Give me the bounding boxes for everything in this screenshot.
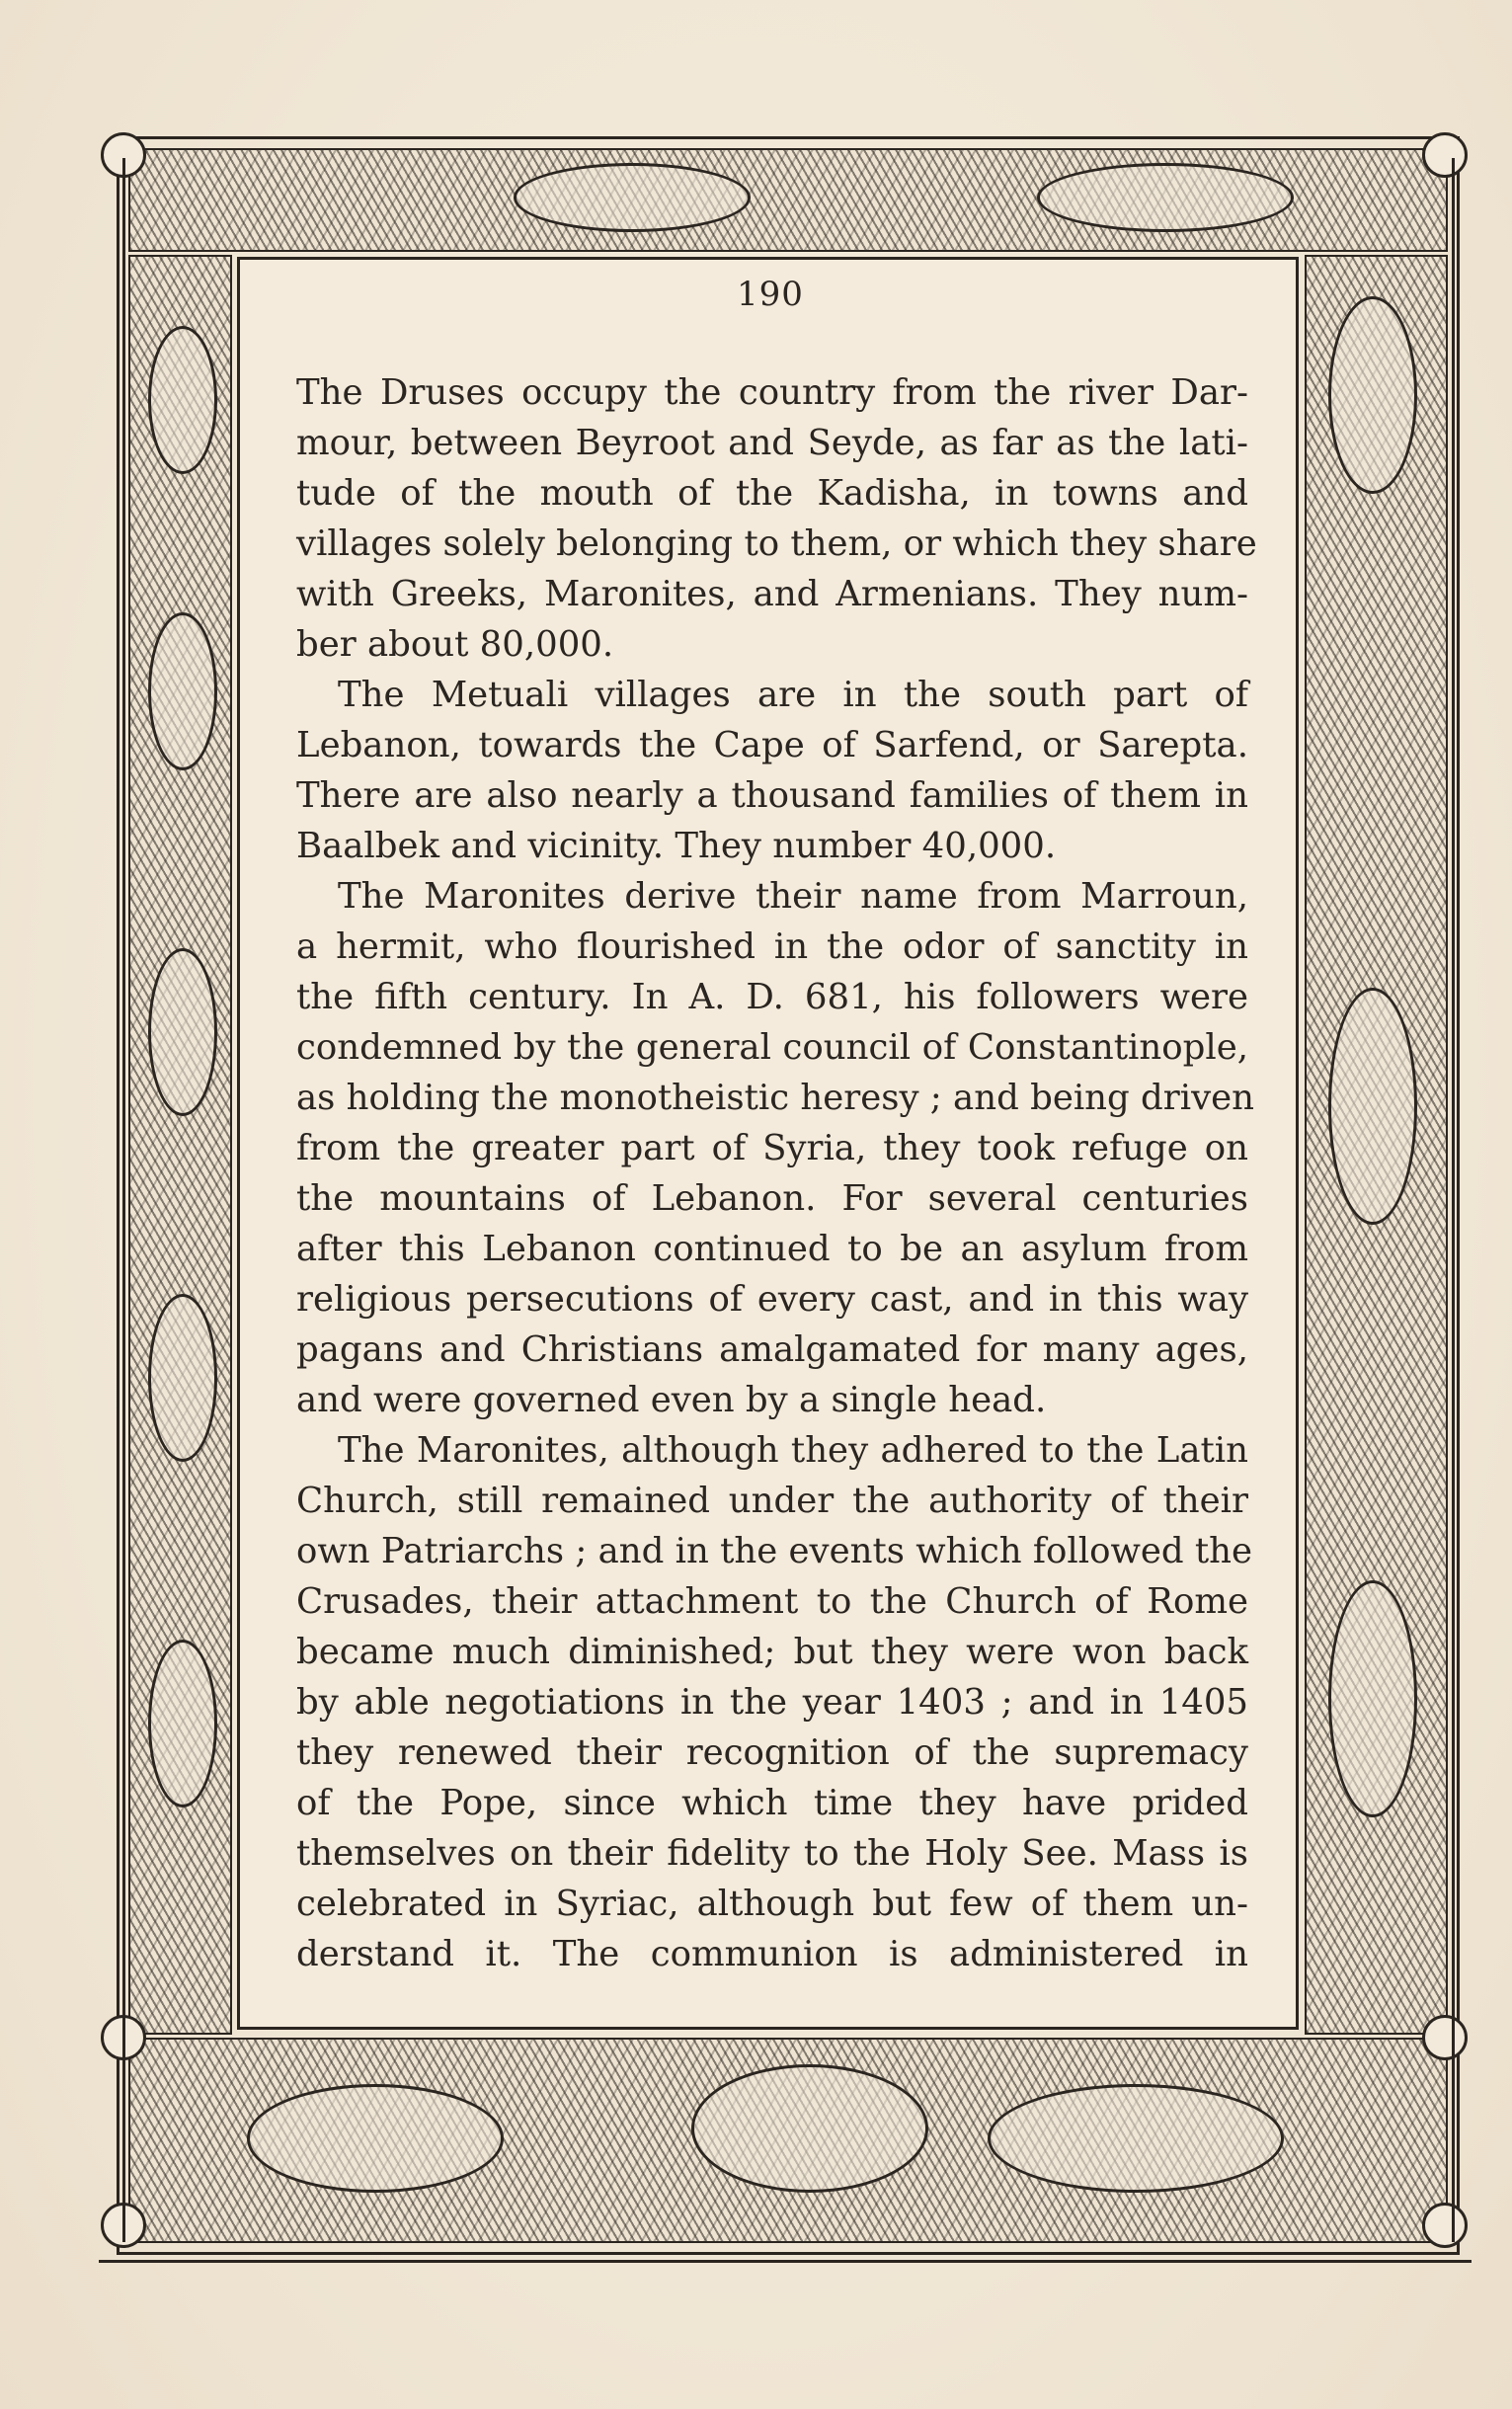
corner-knot-icon: [1422, 132, 1468, 178]
text-line: villages solely belonging to them, or which they share: [296, 523, 1257, 564]
text-line: mour, between Beyroot and Seyde, as far as the lati-: [296, 423, 1248, 463]
text-line: Lebanon, towards the Cape of Sarfend, or Sarepta.: [296, 725, 1248, 765]
text-line: from the greater part of Syria, they took refuge on: [296, 1128, 1248, 1168]
border-rule: [1452, 158, 1455, 2242]
text-line: by able negotiations in the year 1403 ; and in 1405: [296, 1682, 1248, 1723]
border-rule: [122, 158, 125, 2242]
text-line: The Metuali villages are in the south part of: [338, 675, 1248, 715]
text-line: Crusades, their attachment to the Church of Rome: [296, 1581, 1248, 1622]
text-line: The Maronites, although they adhered to the Latin: [338, 1430, 1248, 1471]
text-line: pagans and Christians amalgamated for many ages,: [296, 1329, 1248, 1370]
text-line: of the Pope, since which time they have prided: [296, 1783, 1248, 1823]
text-line: The Maronites derive their name from Marroun,: [338, 876, 1248, 917]
corner-knot-icon: [1422, 2015, 1468, 2060]
text-line: own Patriarchs ; and in the events which followed the: [296, 1531, 1253, 1571]
text-line: with Greeks, Maronites, and Armenians. They num-: [296, 574, 1248, 614]
text-line: derstand it. The communion is administered in: [296, 1934, 1248, 1974]
border-rule: [99, 2260, 1472, 2263]
text-line: Baalbek and vicinity. They number 40,000.: [296, 826, 1057, 866]
text-line: themselves on their fidelity to the Holy See. Mass is: [296, 1833, 1248, 1874]
text-line: ber about 80,000.: [296, 624, 614, 665]
text-line: became much diminished; but they were won back: [296, 1632, 1248, 1672]
text-line: Church, still remained under the authority of their: [296, 1481, 1248, 1521]
text-line: as holding the monotheistic heresy ; and being driven: [296, 1078, 1255, 1118]
text-line: the mountains of Lebanon. For several centuries: [296, 1178, 1248, 1219]
text-line: The Druses occupy the country from the river Dar-: [296, 372, 1248, 413]
text-line: religious persecutions of every cast, and in this way: [296, 1279, 1248, 1320]
body-text: [296, 367, 1257, 1979]
text-line: There are also nearly a thousand families of them in: [296, 775, 1248, 816]
corner-knot-icon: [1422, 2203, 1468, 2248]
text-line: tude of the mouth of the Kadisha, in towns and: [296, 473, 1248, 514]
text-line: they renewed their recognition of the supremacy: [296, 1732, 1248, 1773]
text-line: condemned by the general council of Constantinople,: [296, 1027, 1248, 1068]
page-number: 190: [737, 275, 804, 314]
text-line: and were governed even by a single head.: [296, 1380, 1047, 1420]
text-line: after this Lebanon continued to be an asylum from: [296, 1229, 1248, 1269]
text-line: a hermit, who flourished in the odor of sanctity in: [296, 926, 1248, 967]
text-line: celebrated in Syriac, although but few of them un-: [296, 1884, 1248, 1924]
text-line: the fifth century. In A. D. 681, his followers were: [296, 977, 1248, 1017]
